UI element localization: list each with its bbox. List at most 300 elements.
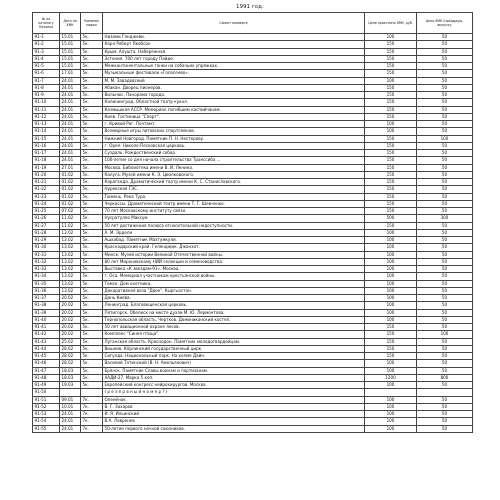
table-row bbox=[33, 418, 473, 425]
cell-date: 01.02 bbox=[60, 200, 81, 207]
cell-circulation: 50 bbox=[417, 396, 473, 403]
cell-catalog-number: 91-46 bbox=[33, 360, 60, 367]
cell-subject: Суздаль. Рождественский собор. bbox=[103, 150, 365, 157]
cell-circulation: 50 bbox=[417, 382, 473, 389]
cell-nominal: 7к. bbox=[81, 396, 103, 403]
cell-circulation: 50 bbox=[417, 244, 473, 251]
cell-date: 15.01 bbox=[60, 55, 81, 62]
table-row bbox=[33, 34, 473, 41]
cell-price: 150 bbox=[365, 208, 417, 215]
table-row bbox=[33, 215, 473, 222]
cell-circulation: 50 bbox=[417, 324, 473, 331]
cell-catalog-number: 91-13 bbox=[33, 121, 60, 128]
cell-nominal: 5к. bbox=[81, 229, 103, 236]
table-row bbox=[33, 55, 473, 62]
cell-subject: 70 лет Московскому институту связи. bbox=[103, 208, 365, 215]
cell-date: 20.02 bbox=[60, 324, 81, 331]
cell-catalog-number: 91-45 bbox=[33, 353, 60, 360]
cell-price: 100 bbox=[365, 244, 417, 251]
cell-price: 150 bbox=[365, 41, 417, 48]
cell-date: 09.01 bbox=[60, 396, 81, 403]
cell-circulation: 50 bbox=[417, 295, 473, 302]
cell-price: 150 bbox=[365, 222, 417, 229]
cell-price: 150 bbox=[365, 63, 417, 70]
cell-subject: Сигулда. Национальный парк. На холме Дайн. bbox=[103, 353, 365, 360]
table-row bbox=[33, 135, 473, 142]
table-row bbox=[33, 121, 473, 128]
cell-price: 150 bbox=[365, 331, 417, 338]
cell-catalog-number: 91-54 bbox=[33, 418, 60, 425]
cell-nominal: 5к. bbox=[81, 280, 103, 287]
cell-nominal: 5к. bbox=[81, 34, 103, 41]
cell-price: 150 bbox=[365, 164, 417, 171]
cell-circulation: 50 bbox=[417, 34, 473, 41]
cell-subject: Василий Татинский (В. Н. Амельянович) bbox=[103, 360, 365, 367]
table-row bbox=[33, 150, 473, 157]
header-date: Дата на ХМК bbox=[60, 13, 81, 34]
cell-price: 150 bbox=[365, 106, 417, 113]
table-row bbox=[33, 84, 473, 91]
cell-nominal: 5к. bbox=[81, 215, 103, 222]
cell-catalog-number: 91-11 bbox=[33, 106, 60, 113]
header-circulation: Цена ХМК (предыдущ. выпуску bbox=[417, 13, 473, 34]
cell-date: 28.02 bbox=[60, 353, 81, 360]
cell-circulation: 50 bbox=[417, 258, 473, 265]
cell-nominal: 5к. bbox=[81, 353, 103, 360]
cell-circulation: 50 bbox=[417, 287, 473, 294]
table-row bbox=[33, 48, 473, 55]
cell-subject: 50 лет достижения полюса относительной недоступности. bbox=[103, 222, 365, 229]
cell-catalog-number: 91-36 bbox=[33, 287, 60, 294]
cell-date: 24.01 bbox=[60, 418, 81, 425]
cell-price: 100 bbox=[365, 34, 417, 41]
cell-subject: День Киева. bbox=[103, 295, 365, 302]
cell-price: 150 bbox=[365, 113, 417, 120]
table-row bbox=[33, 338, 473, 345]
cell-subject: 50 лет авиационной охране лесов. bbox=[103, 324, 365, 331]
cell-circulation: 50 bbox=[417, 157, 473, 164]
cell-subject: Брянск. Памятник Славы воинам и партизанам. bbox=[103, 367, 365, 374]
cell-nominal: 5к. bbox=[81, 222, 103, 229]
cell-nominal: 7к. bbox=[81, 411, 103, 418]
cell-nominal: 5к. bbox=[81, 374, 103, 381]
cell-catalog-number: 91-41 bbox=[33, 324, 60, 331]
table-row bbox=[33, 374, 473, 381]
cell-price: 100 bbox=[365, 316, 417, 323]
cell-circulation: 50 bbox=[417, 55, 473, 62]
cell-price: 150 bbox=[365, 135, 417, 142]
cell-circulation: 50 bbox=[417, 186, 473, 193]
cell-subject: Всемирные игры литовских спортсменов. bbox=[103, 128, 365, 135]
cell-subject: Пятигорск. Обелиск на месте дуэли М. Ю. Лермонтова. bbox=[103, 309, 365, 316]
cell-catalog-number: 91-14 bbox=[33, 128, 60, 135]
cell-nominal: 5к. bbox=[81, 367, 103, 374]
cell-date: 13.02 bbox=[60, 258, 81, 265]
cell-date: 24.01 bbox=[60, 150, 81, 157]
cell-subject: В. Г. Захаров bbox=[103, 403, 365, 410]
cell-date: 20.02 bbox=[60, 295, 81, 302]
cell-date: 13.02 bbox=[60, 280, 81, 287]
cell-nominal: 5к. bbox=[81, 258, 103, 265]
cell-nominal: 5к. bbox=[81, 92, 103, 99]
cell-price: 100 bbox=[365, 396, 417, 403]
table-row bbox=[33, 425, 473, 432]
cell-catalog-number: 91-30 bbox=[33, 244, 60, 251]
cell-subject: И. Я. Ильинский bbox=[103, 411, 365, 418]
cell-subject: Калуга. Музей имени К. Э. Циолковского. bbox=[103, 171, 365, 178]
table-row bbox=[33, 345, 473, 352]
table-row bbox=[33, 193, 473, 200]
cell-nominal: 5к. bbox=[81, 150, 103, 157]
cell-subject: 100-летие со дня начала строительства Транссиба ... bbox=[103, 157, 365, 164]
cell-catalog-number: 91-24 bbox=[33, 200, 60, 207]
cell-nominal: 5к. bbox=[81, 273, 103, 280]
table-row bbox=[33, 302, 473, 309]
cell-price: 100 bbox=[365, 77, 417, 84]
cell-subject: Ленинград. Благовещенская церковь. bbox=[103, 302, 365, 309]
cell-date: 18.03 bbox=[60, 374, 81, 381]
cell-price: 100 bbox=[365, 251, 417, 258]
cell-date: 24.01 bbox=[60, 128, 81, 135]
cell-subject: 80 лет Мироновскому НИИ селекции и семеноводства. bbox=[103, 258, 365, 265]
cell-circulation: 50 bbox=[417, 280, 473, 287]
cell-price: 150 bbox=[365, 171, 417, 178]
cell-circulation: 50 bbox=[417, 237, 473, 244]
cell-date: 10.01 bbox=[60, 403, 81, 410]
cell-price: 150 bbox=[365, 179, 417, 186]
cell-date: 24.01 bbox=[60, 77, 81, 84]
cell-catalog-number: 91-32 bbox=[33, 258, 60, 265]
cell-subject: Черкассы. Драматический театр имени Т. Г. Шевченко. bbox=[103, 200, 365, 207]
table-row bbox=[33, 70, 473, 77]
table-row bbox=[33, 113, 473, 120]
cell-catalog-number: 91-19 bbox=[33, 164, 60, 171]
table-row bbox=[33, 396, 473, 403]
cell-subject: Абакан. Дворец пионеров. bbox=[103, 84, 365, 91]
cell-circulation: 50 bbox=[417, 411, 473, 418]
header-price: Цена практично ХМК, руб. bbox=[365, 13, 417, 34]
table-row bbox=[33, 164, 473, 171]
cell-price: 100 bbox=[365, 266, 417, 273]
cell-circulation: 50 bbox=[417, 360, 473, 367]
table-row bbox=[33, 403, 473, 410]
cell-date: 11.02 bbox=[60, 222, 81, 229]
cell-circulation: 50 bbox=[417, 309, 473, 316]
cell-nominal: 5к. bbox=[81, 99, 103, 106]
cell-nominal: 7к. bbox=[81, 418, 103, 425]
cell-catalog-number: 91-43 bbox=[33, 338, 60, 345]
cell-circulation: 50 bbox=[417, 266, 473, 273]
cell-subject: Музыкальные фестивали «Голосеево». bbox=[103, 70, 365, 77]
cell-subject: Нурекская ГЭС. bbox=[103, 186, 365, 193]
cell-circulation: 50 bbox=[417, 121, 473, 128]
cell-date: 13.02 bbox=[60, 287, 81, 294]
table-row bbox=[33, 77, 473, 84]
cell-nominal: 5к. bbox=[81, 48, 103, 55]
cell-nominal: 5к. bbox=[81, 200, 103, 207]
cell-subject: Карл Роберт Якобсон bbox=[103, 41, 365, 48]
cell-price: 1200 bbox=[365, 374, 417, 381]
cell-nominal: 5к. bbox=[81, 186, 103, 193]
cell-subject: Тюмень. Река Тура. bbox=[103, 193, 365, 200]
table-row bbox=[33, 295, 473, 302]
table-row bbox=[33, 316, 473, 323]
cell-price: 150 bbox=[365, 70, 417, 77]
cell-price: 100 bbox=[365, 258, 417, 265]
cell-date: 24.01 bbox=[60, 92, 81, 99]
cell-catalog-number: 91-38 bbox=[33, 302, 60, 309]
cell-subject: Комплекс "Синяя птица". bbox=[103, 331, 365, 338]
cell-nominal: 5к. bbox=[81, 324, 103, 331]
cell-circulation: 50 bbox=[417, 164, 473, 171]
cell-date: 13.02 bbox=[60, 244, 81, 251]
cell-price: 150 bbox=[365, 193, 417, 200]
cell-circulation: 800 bbox=[417, 374, 473, 381]
cell-circulation: 50 bbox=[417, 222, 473, 229]
cell-circulation: 50 bbox=[417, 171, 473, 178]
cell-nominal: 5к. bbox=[81, 55, 103, 62]
table-row bbox=[33, 186, 473, 193]
cell-date: 24.01 bbox=[60, 157, 81, 164]
cell-subject: г. Кривой Рог. Почтамт. bbox=[103, 121, 365, 128]
cell-circulation: 50 bbox=[417, 345, 473, 352]
cell-price: 100 bbox=[365, 295, 417, 302]
cell-price: 100 bbox=[365, 229, 417, 236]
table-row bbox=[33, 171, 473, 178]
cell-date: 24.01 bbox=[60, 411, 81, 418]
header-nominal: Номинал марки bbox=[81, 13, 103, 34]
cell-catalog-number: 91-12 bbox=[33, 113, 60, 120]
cell-price: 500 bbox=[365, 215, 417, 222]
cell-price: 100 bbox=[365, 121, 417, 128]
cell-date: 13.02 bbox=[60, 251, 81, 258]
cell-nominal: 5к. bbox=[81, 309, 103, 316]
cell-price: 150 bbox=[365, 150, 417, 157]
cell-catalog-number: 91-22 bbox=[33, 186, 60, 193]
cell-catalog-number: 91-55 bbox=[33, 425, 60, 432]
table-row bbox=[33, 208, 473, 215]
cell-circulation: 50 bbox=[417, 338, 473, 345]
cell-circulation: 50 bbox=[417, 63, 473, 70]
cell-nominal: 5к. bbox=[81, 302, 103, 309]
cell-circulation: 50 bbox=[417, 208, 473, 215]
table-row bbox=[33, 389, 473, 396]
cell-nominal: 5к. bbox=[81, 382, 103, 389]
cell-circulation: 50 bbox=[417, 48, 473, 55]
cell-catalog-number: 91-26 bbox=[33, 215, 60, 222]
cell-price: 150 bbox=[365, 55, 417, 62]
cell-catalog-number: 91-23 bbox=[33, 193, 60, 200]
table-row bbox=[33, 382, 473, 389]
cell-catalog-number: 91-51 bbox=[33, 396, 60, 403]
cell-price: 150 bbox=[365, 338, 417, 345]
cell-nominal: 5к. bbox=[81, 208, 103, 215]
cell-price: 150 bbox=[365, 157, 417, 164]
cell-price: 100 bbox=[365, 418, 417, 425]
cell-circulation: 50 bbox=[417, 273, 473, 280]
table-row bbox=[33, 266, 473, 273]
table-row bbox=[33, 41, 473, 48]
table-row bbox=[33, 99, 473, 106]
cell-catalog-number: 91-17 bbox=[33, 150, 60, 157]
cell-date: 24.01 bbox=[60, 99, 81, 106]
cell-circulation: 50 bbox=[417, 128, 473, 135]
cell-circulation: 50 bbox=[417, 316, 473, 323]
cell-circulation: 50 bbox=[417, 77, 473, 84]
cell-date: 27.01 bbox=[60, 164, 81, 171]
cell-nominal: 5к. bbox=[81, 237, 103, 244]
cell-subject: Томск. Дом охотника. bbox=[103, 280, 365, 287]
cell-nominal: 5к. bbox=[81, 106, 103, 113]
cell-date bbox=[60, 389, 81, 396]
cell-price: 150 bbox=[365, 142, 417, 149]
cell-date: 15.01 bbox=[60, 63, 81, 70]
table-row bbox=[33, 353, 473, 360]
cell-date: 13.02 bbox=[60, 273, 81, 280]
cell-price: 100 bbox=[365, 309, 417, 316]
cell-catalog-number: 91-31 bbox=[33, 251, 60, 258]
cell-nominal: 7к. bbox=[81, 403, 103, 410]
cell-nominal: 5к. bbox=[81, 41, 103, 48]
cell-price: 100 bbox=[365, 302, 417, 309]
table-row bbox=[33, 244, 473, 251]
cell-date: 01.02 bbox=[60, 186, 81, 193]
cell-subject: Низами Гянджеви. bbox=[103, 34, 365, 41]
cell-circulation: 50 bbox=[417, 193, 473, 200]
cell-catalog-number: 91-53 bbox=[33, 411, 60, 418]
cell-catalog-number: 91-34 bbox=[33, 273, 60, 280]
cell-circulation: 50 bbox=[417, 70, 473, 77]
cell-date: 13.02 bbox=[60, 237, 81, 244]
cell-circulation: 50 bbox=[417, 367, 473, 374]
cell-nominal: 5к. bbox=[81, 63, 103, 70]
page-title: 1991 год. bbox=[236, 4, 264, 10]
cell-catalog-number: 91-21 bbox=[33, 179, 60, 186]
cell-nominal: 5к. bbox=[81, 171, 103, 178]
cell-circulation: 50 bbox=[417, 251, 473, 258]
cell-circulation: 50 bbox=[417, 99, 473, 106]
cell-circulation: 100 bbox=[417, 135, 473, 142]
cell-circulation: 50 bbox=[417, 113, 473, 120]
cell-subject: Луганская область. Краснодон. Памятник молодогвардейцам. bbox=[103, 338, 365, 345]
cell-circulation: 50 bbox=[417, 353, 473, 360]
cell-catalog-number: 91-6 bbox=[33, 70, 60, 77]
cell-subject: Нусратулло Максум bbox=[103, 215, 365, 222]
cell-subject: 50-летие первого ночной союзников. bbox=[103, 425, 365, 432]
header-subject: Сюжет конверта bbox=[103, 13, 365, 34]
cell-date: 17.01 bbox=[60, 70, 81, 77]
cell-nominal: 5к. bbox=[81, 295, 103, 302]
cell-date: 24.01 bbox=[60, 135, 81, 142]
cell-catalog-number: 91-1 bbox=[33, 34, 60, 41]
cell-catalog-number: 91-50 bbox=[33, 389, 60, 396]
cell-subject: г. Оса. Мемориал участникам крестьянской войны. bbox=[103, 273, 365, 280]
cell-catalog-number: 91-7 bbox=[33, 77, 60, 84]
cell-price: 100 bbox=[365, 382, 417, 389]
cell-date: 28.02 bbox=[60, 360, 81, 367]
cell-nominal: 5к. bbox=[81, 179, 103, 186]
cell-nominal: 5к. bbox=[81, 338, 103, 345]
cell-price: 100 bbox=[365, 237, 417, 244]
cell-price: 100 bbox=[365, 360, 417, 367]
cell-subject: Ашхабад. Памятник Махтумкули. bbox=[103, 237, 365, 244]
table-row bbox=[33, 331, 473, 338]
cell-nominal: 5к. bbox=[81, 251, 103, 258]
cell-circulation: 50 bbox=[417, 41, 473, 48]
cell-subject: г. Орел. Николо-Песковская церковь. bbox=[103, 142, 365, 149]
table-row bbox=[33, 367, 473, 374]
cell-subject: Вильнюс. Панорама города. bbox=[103, 92, 365, 99]
cell-catalog-number: 91-47 bbox=[33, 367, 60, 374]
cell-nominal: 5к. bbox=[81, 266, 103, 273]
cell-subject: Межконтинентальные гонки на собачьих упряжках. bbox=[103, 63, 365, 70]
cell-nominal: 5к. bbox=[81, 244, 103, 251]
cell-circulation: 100 bbox=[417, 331, 473, 338]
cell-nominal: 5к. bbox=[81, 193, 103, 200]
table-row bbox=[33, 63, 473, 70]
cell-circulation: 300 bbox=[417, 215, 473, 222]
cell-circulation: 50 bbox=[417, 106, 473, 113]
cell-circulation: 50 bbox=[417, 418, 473, 425]
table-row bbox=[33, 258, 473, 265]
cell-price: 150 bbox=[365, 200, 417, 207]
cell-price: 100 bbox=[365, 411, 417, 418]
cell-subject: ХАДИ-27. Марка 5 коп. bbox=[103, 374, 365, 381]
cell-catalog-number: 91-10 bbox=[33, 99, 60, 106]
cell-catalog-number: 91-5 bbox=[33, 63, 60, 70]
cell-subject: Декоративная ваза "Двое". Кыргызстан. bbox=[103, 287, 365, 294]
cell-date: 25.02 bbox=[60, 338, 81, 345]
cell-price: 100 bbox=[365, 273, 417, 280]
cell-subject: Тернопольская область. Чертков. Доминиканский костел. bbox=[103, 316, 365, 323]
cell-catalog-number: 91-3 bbox=[33, 48, 60, 55]
cell-price: 100 bbox=[365, 128, 417, 135]
cell-date: 20.02 bbox=[60, 309, 81, 316]
cell-price: 150 bbox=[365, 92, 417, 99]
cell-nominal: 5к. bbox=[81, 70, 103, 77]
cell-date: 20.02 bbox=[60, 331, 81, 338]
cell-subject: Нижний Новгород. Памятник П. Н. Нестерову. bbox=[103, 135, 365, 142]
cell-date: 15.01 bbox=[60, 34, 81, 41]
cell-price: 100 bbox=[365, 287, 417, 294]
cell-date: 20.02 bbox=[60, 302, 81, 309]
cell-date: 24.01 bbox=[60, 113, 81, 120]
cell-circulation: 50 bbox=[417, 200, 473, 207]
cell-catalog-number: 91-33 bbox=[33, 266, 60, 273]
table-row bbox=[33, 309, 473, 316]
cell-subject: Оленёнок. bbox=[103, 396, 365, 403]
table-row bbox=[33, 237, 473, 244]
cell-date: 24.01 bbox=[60, 121, 81, 128]
cell-nominal: 5к. bbox=[81, 164, 103, 171]
cell-catalog-number: 91-18 bbox=[33, 157, 60, 164]
table-row bbox=[33, 273, 473, 280]
cell-date: 11.02 bbox=[60, 215, 81, 222]
cell-price: 100 bbox=[365, 367, 417, 374]
cell-nominal: 5к. bbox=[81, 331, 103, 338]
cell-nominal: 5к. bbox=[81, 157, 103, 164]
cell-subject: Краснодарский край. Геленджик. Джанхот. bbox=[103, 244, 365, 251]
cell-date: 24.01 bbox=[60, 425, 81, 432]
table-row bbox=[33, 287, 473, 294]
table-body bbox=[33, 34, 473, 433]
cell-subject: Москва. Библиотека имени В. И. Ленина. bbox=[103, 164, 365, 171]
cell-nominal: 5к. bbox=[81, 360, 103, 367]
cell-circulation: 50 bbox=[417, 142, 473, 149]
cell-price: 150 bbox=[365, 353, 417, 360]
cell-catalog-number: 91-52 bbox=[33, 403, 60, 410]
cell-circulation: 50 bbox=[417, 179, 473, 186]
